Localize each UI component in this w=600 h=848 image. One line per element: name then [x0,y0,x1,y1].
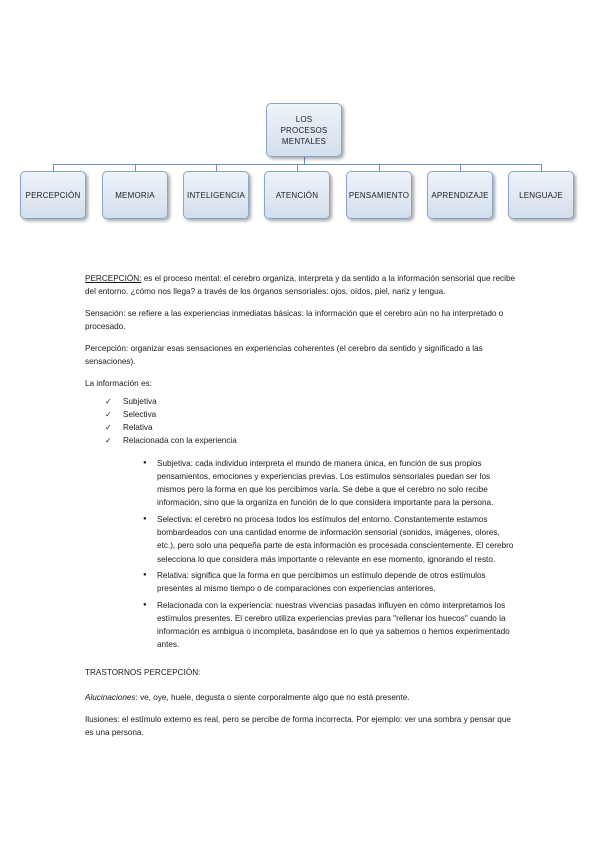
bullet-item: ● Relativa: significa que la forma en que percibimos un estímulo depende de otros estímulos presentes al mismo tiempo o de comparaciones con experiencias anteriores. [143,569,517,596]
connector-drop-1 [53,164,54,171]
connector-drop-4 [297,164,298,171]
percepcion-label: PERCEPCIÓN: [85,274,142,283]
percepcion-text: es el proceso mental: el cerebro organiza, interpreta y da sentido a la información sensorial que recibe del entorno. ¿cómo nos llega? a través de los órganos sensoriales: ojos, oídos, piel, nariz y lengua. [85,274,516,297]
bullet-item: ● Relacionada con la experiencia: nuestras vivencias pasadas influyen en cómo interpretamos los estímulos presentes. El cerebro utiliza experiencias previas para "rellenar los huecos" cuando la información es ambigua o incompleta, basándose en lo que ya sabemos o hemos experimentado antes. [143,599,517,652]
check-item: ✓ Subjetiva [105,395,517,408]
sensacion-paragraph: Sensación: se refiere a las experiencias inmediatas básicas: la información que el cerebro aún no ha interpretado o procesado. [85,309,504,332]
alucinaciones-text: : ve, oye, huele, degusta o siente corporalmente algo que no está presente. [135,693,410,703]
alucinaciones-label: Alucinaciones [85,693,136,703]
checklist [105,395,517,447]
node-aprendizaje: APRENDIZAJE [427,171,493,219]
node-pensamiento: PENSAMIENTO [346,171,412,219]
trastornos-heading: TRASTORNOS PERCEPCIÓN: [85,667,201,677]
check-item: ✓ Selectiva [105,408,517,421]
check-item: ✓ Relacionada con la experiencia [105,434,517,447]
node-memoria: MEMORIA [102,171,168,219]
alucinaciones-paragraph [85,691,517,704]
node-atencion: ATENCIÓN [264,171,330,219]
root-node: LOS PROCESOS MENTALES [266,103,342,157]
info-intro: La información es: [85,379,152,389]
bullet-list [143,457,517,652]
connector-drop-6 [460,164,461,171]
percepcion-paragraph [85,272,517,299]
ilusiones-paragraph: Ilusiones: el estímulo externo es real, pero se percibe de forma incorrecta. Por ejemplo: ver una sombra y pensar que es una persona. [85,714,511,738]
connector-drop-5 [379,164,380,171]
node-lenguaje: LENGUAJE [508,171,574,219]
bullet-item: ● Subjetiva: cada individuo interpreta el mundo de manera única, en función de sus propios pensamientos, emociones y experiencias previas. Los estímulos sensoriales puedan ser los mismos pero la forma en que los percibimos varía. Se debe a que el cerebro no solo recibe información, sino que la organiza en función de lo que considera importante para la persona. [143,457,517,510]
bullet-item: ● Selectiva: el cerebro no procesa todos los estímulos del entorno. Constantemente estamos bombardeados con una cantidad enorme de información sensorial (sonidos, imágenes, olores, etc.), pero solo una pequeña parte de esta información es procesada conscientemente. El cerebro selecciona lo que considera más importante o relevante en ese momento, ignorando el resto. [143,513,517,566]
connector-root-down [304,157,305,164]
check-item: ✓ Relativa [105,421,517,434]
node-inteligencia: INTELIGENCIA [183,171,249,219]
connector-drop-3 [216,164,217,171]
node-percepcion: PERCEPCIÓN [20,171,86,219]
percepcion-definition: Percepción: organizar esas sensaciones en experiencias coherentes (el cerebro da sentido y significado a las sensaciones). [85,344,483,367]
document-body [85,272,517,748]
connector-drop-7 [541,164,542,171]
connector-drop-2 [135,164,136,171]
concept-map [0,0,600,240]
